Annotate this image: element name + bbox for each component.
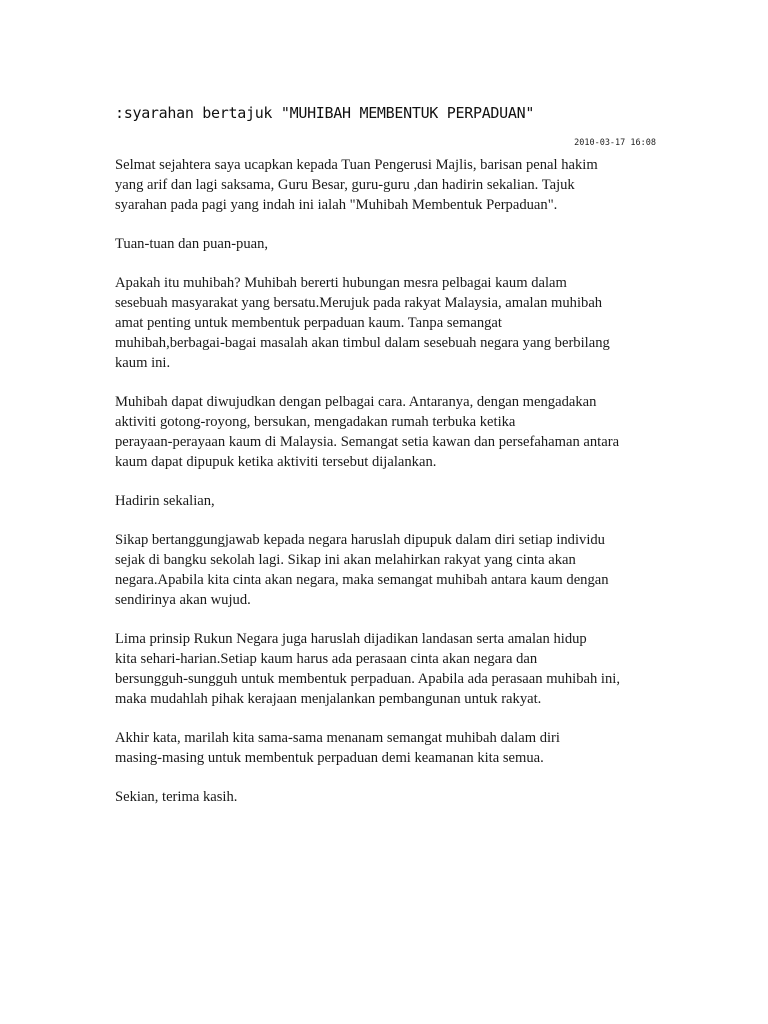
document-body: [115, 155, 660, 826]
document-title: :syarahan bertajuk "MUHIBAH MEMBENTUK PERPADUAN": [115, 104, 535, 122]
paragraph-definition: Apakah itu muhibah? Muhibah bererti hubungan mesra pelbagai kaum dalam sesebuah masyarakat yang bersatu.Merujuk pada rakyat Malaysia, amalan muhibah amat penting untuk membentuk perpaduan kaum. Tanpa semangat muhibah,berbagai-bagai masalah akan timbul dalam sesebuah negara yang berbilang kaum ini.: [115, 275, 610, 371]
paragraph-methods: Muhibah dapat diwujudkan dengan pelbagai cara. Antaranya, dengan mengadakan aktiviti gotong-royong, bersukan, mengadakan rumah terbuka ketika perayaan-perayaan kaum di Malaysia. Semangat setia kawan dan persefahaman antara kaum dapat dipupuk ketika aktiviti tersebut dijalankan.: [115, 394, 620, 470]
paragraph-greeting: Selmat sejahtera saya ucapkan kepada Tuan Pengerusi Majlis, barisan penal hakim yang arif dan lagi saksama, Guru Besar, guru-guru ,dan hadirin sekalian. Tajuk syarahan pada pagi yang indah ini ialah "Muhibah Membentuk Perpaduan".: [115, 157, 598, 213]
paragraph-salutation-2: Hadirin sekalian,: [115, 493, 215, 509]
post-timestamp: 2010-03-17 16:08: [574, 138, 656, 148]
paragraph-rukun-negara: Lima prinsip Rukun Negara juga haruslah dijadikan landasan serta amalan hidup kita sehari-harian.Setiap kaum harus ada perasaan cinta akan negara dan bersungguh-sungguh untuk membentuk perpaduan. Apabila ada perasaan muhibah ini, maka mudahlah pihak kerajaan menjalankan pembangunan untuk rakyat.: [115, 631, 620, 707]
paragraph-responsibility: Sikap bertanggungjawab kepada negara haruslah dipupuk dalam diri setiap individu sejak di bangku sekolah lagi. Sikap ini akan melahirkan rakyat yang cinta akan negara.Apabila kita cinta akan negara, maka semangat muhibah antara kaum dengan sendirinya akan wujud.: [115, 532, 609, 608]
paragraph-salutation: Tuan-tuan dan puan-puan,: [115, 236, 269, 252]
paragraph-closing: Sekian, terima kasih.: [115, 789, 238, 805]
paragraph-conclusion: Akhir kata, marilah kita sama-sama menanam semangat muhibah dalam diri masing-masing untuk membentuk perpaduan demi keamanan kita semua.: [115, 730, 560, 766]
